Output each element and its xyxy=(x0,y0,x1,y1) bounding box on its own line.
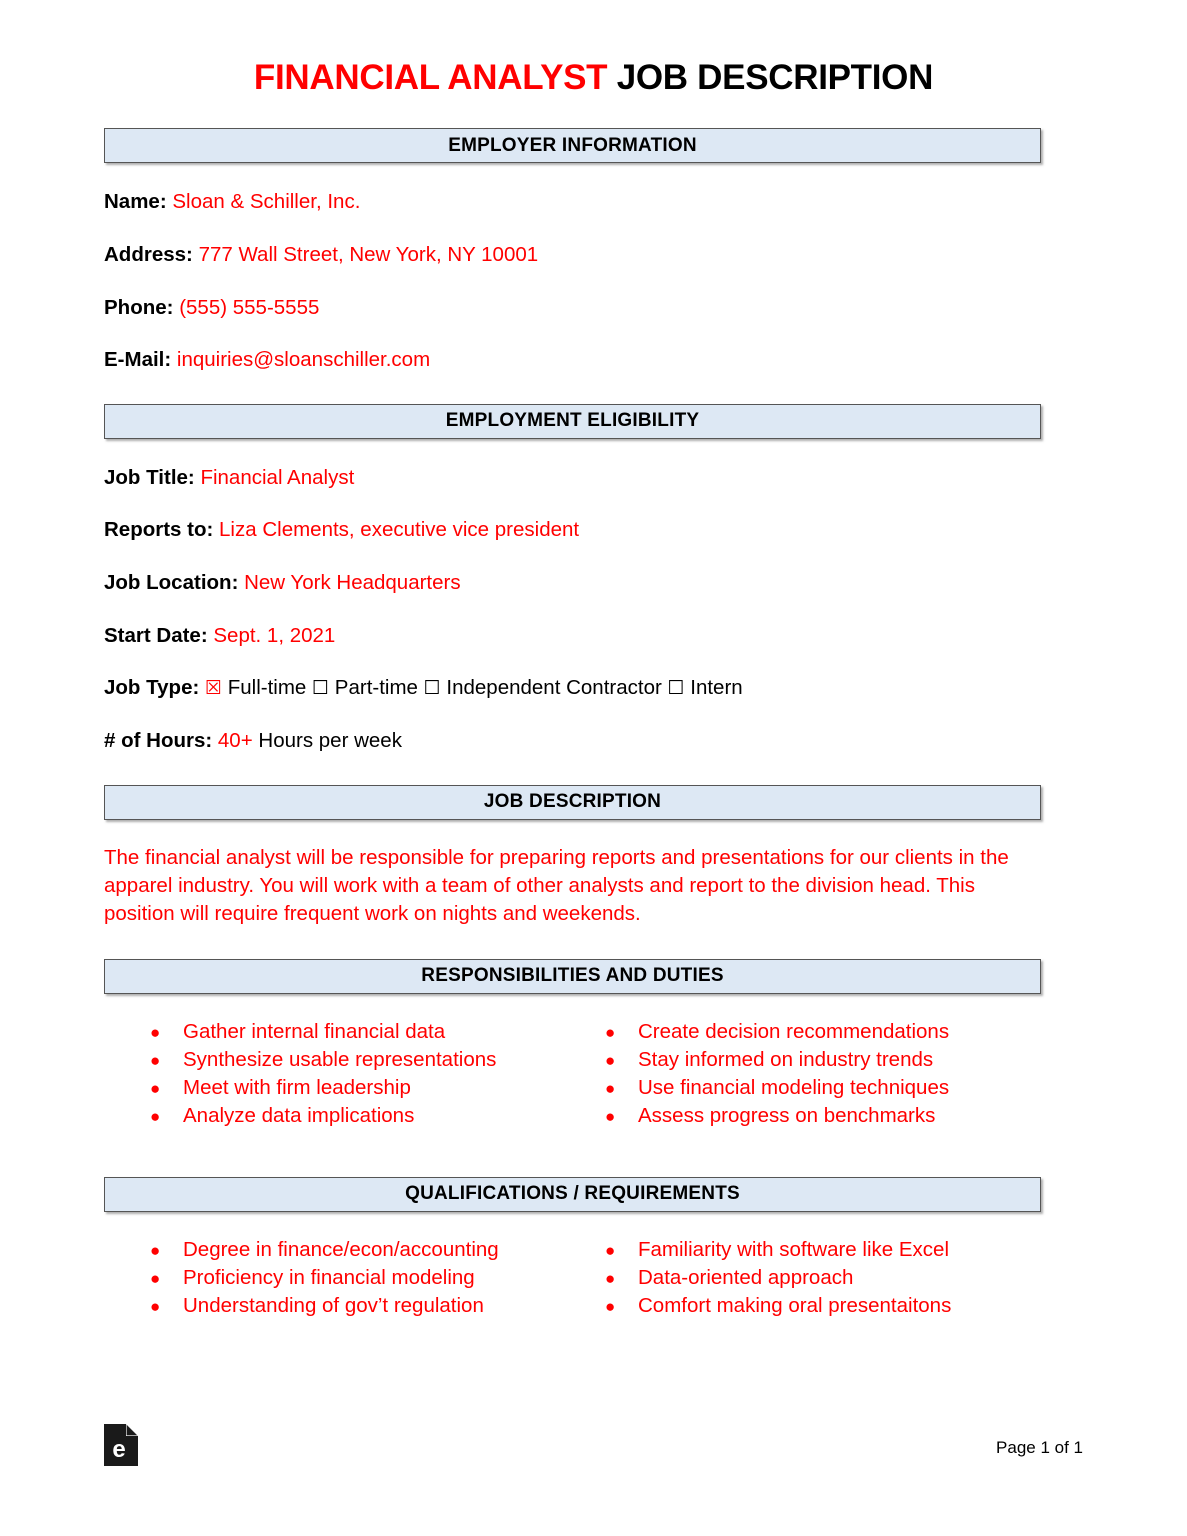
field-separator: : xyxy=(166,295,180,319)
list-item xyxy=(605,1074,1060,1102)
field-hours xyxy=(104,728,1083,755)
list-item xyxy=(150,1074,605,1102)
list-item-label: Gather internal financial data xyxy=(183,1019,446,1043)
checkbox-intern[interactable]: ☐ xyxy=(667,677,685,700)
list-item-label: Create decision recommendations xyxy=(638,1019,950,1043)
section-header-job-description xyxy=(104,785,1041,820)
list-item xyxy=(605,1264,1060,1292)
qualifications-column-left xyxy=(150,1236,605,1321)
job-description-body: The financial analyst will be responsible for preparing reports and presentations for our clients in the apparel industry. You will work with a team of other analysts and report to the division head. This position will require frequent work on nights and weekends. xyxy=(104,845,1009,926)
field-value: 777 Wall Street, New York, NY 10001 xyxy=(198,242,539,266)
field-value: Liza Clements, executive vice president xyxy=(219,518,580,542)
field-address xyxy=(104,242,1083,269)
field-job-type xyxy=(104,675,1083,702)
field-job-location xyxy=(104,570,1083,597)
list-item-label: Data-oriented approach xyxy=(638,1265,854,1289)
field-value: (555) 555-5555 xyxy=(179,295,320,319)
list-item-label: Understanding of gov’t regulation xyxy=(183,1294,484,1318)
section-header-label: EMPLOYMENT ELIGIBILITY xyxy=(445,410,700,432)
list-item xyxy=(605,1018,1060,1046)
field-job-title xyxy=(104,465,1083,492)
field-label: Address xyxy=(104,242,187,266)
checkbox-independent-contractor[interactable]: ☐ xyxy=(423,677,441,700)
field-label: Job Location xyxy=(104,571,232,595)
field-value: Financial Analyst xyxy=(200,465,355,489)
field-separator: : xyxy=(186,242,199,266)
bullet-icon: ● xyxy=(150,1297,161,1317)
page-title-role: FINANCIAL ANALYST xyxy=(253,58,608,97)
bullet-icon: ● xyxy=(150,1240,161,1260)
field-start-date xyxy=(104,623,1083,650)
list-item xyxy=(605,1292,1060,1320)
list-item-label: Comfort making oral presentaitons xyxy=(638,1294,952,1318)
list-item xyxy=(150,1018,605,1046)
field-separator: : xyxy=(164,348,177,372)
field-label: Phone xyxy=(104,295,167,319)
section-header-qualifications xyxy=(104,1177,1041,1212)
bullet-icon: ● xyxy=(150,1022,161,1042)
checkbox-label-full-time: Full-time xyxy=(227,676,307,700)
list-item-label: Familiarity with software like Excel xyxy=(638,1237,949,1261)
bullet-icon: ● xyxy=(150,1050,161,1070)
section-header-label: EMPLOYER INFORMATION xyxy=(448,134,697,156)
page-number: Page 1 of 1 xyxy=(996,1438,1083,1457)
field-separator: : xyxy=(205,729,218,753)
section-header-label: RESPONSIBILITIES AND DUTIES xyxy=(421,965,724,986)
field-separator: : xyxy=(200,623,214,647)
list-item-label: Stay informed on industry trends xyxy=(638,1047,934,1071)
list-item-label: Meet with firm leadership xyxy=(183,1076,411,1100)
field-label: Reports to xyxy=(104,518,207,542)
field-reports-to xyxy=(104,517,1083,544)
field-label: Start Date xyxy=(104,623,201,647)
list-item xyxy=(605,1102,1060,1130)
checkbox-label-independent-contractor: Independent Contractor xyxy=(446,676,662,700)
section-header-employer-information xyxy=(104,128,1041,163)
bullet-icon: ● xyxy=(605,1050,616,1070)
qualifications-columns xyxy=(104,1236,1083,1321)
bullet-icon: ● xyxy=(150,1079,161,1099)
svg-text:e: e xyxy=(112,1436,126,1463)
eforms-logo-icon xyxy=(104,1424,138,1466)
field-separator: : xyxy=(159,190,173,214)
field-value: Sloan & Schiller, Inc. xyxy=(172,190,361,214)
list-item-label: Assess progress on benchmarks xyxy=(638,1104,936,1128)
field-email xyxy=(104,347,1083,374)
bullet-icon: ● xyxy=(605,1268,616,1288)
bullet-icon: ● xyxy=(605,1107,616,1127)
checkbox-full-time[interactable]: ☒ xyxy=(205,677,223,700)
bullet-icon: ● xyxy=(605,1297,616,1317)
list-item-label: Proficiency in financial modeling xyxy=(183,1265,475,1289)
bullet-icon: ● xyxy=(605,1022,616,1042)
field-separator: : xyxy=(206,518,220,542)
list-item-label: Use financial modeling techniques xyxy=(638,1076,950,1100)
field-value: inquiries@sloanschiller.com xyxy=(176,348,431,372)
field-name xyxy=(104,189,1083,216)
page-title-suffix: JOB DESCRIPTION xyxy=(616,58,934,97)
field-suffix: Hours per week xyxy=(252,729,402,753)
responsibilities-column-left xyxy=(150,1018,605,1131)
bullet-icon: ● xyxy=(605,1079,616,1099)
section-header-employment-eligibility xyxy=(104,404,1041,439)
section-header-label: QUALIFICATIONS / REQUIREMENTS xyxy=(405,1183,740,1205)
list-item xyxy=(605,1046,1060,1074)
responsibilities-columns xyxy=(104,1018,1083,1131)
list-item xyxy=(150,1046,605,1074)
field-label: Job Type xyxy=(104,676,193,700)
checkbox-part-time[interactable]: ☐ xyxy=(312,677,330,700)
field-value: New York Headquarters xyxy=(244,571,461,595)
section-header-responsibilities xyxy=(104,959,1041,994)
bullet-icon: ● xyxy=(150,1268,161,1288)
field-label: E-Mail xyxy=(104,348,165,372)
field-label: Name xyxy=(104,190,160,214)
field-separator: : xyxy=(192,676,205,700)
list-item xyxy=(605,1236,1060,1264)
field-phone xyxy=(104,295,1083,322)
list-item-label: Synthesize usable representations xyxy=(183,1047,497,1071)
page-footer xyxy=(104,1424,1083,1484)
list-item xyxy=(150,1102,605,1130)
responsibilities-column-right xyxy=(605,1018,1060,1131)
page-title xyxy=(104,0,1083,98)
field-separator: : xyxy=(187,465,201,489)
checkbox-label-part-time: Part-time xyxy=(334,676,418,700)
field-value: 40+ xyxy=(217,729,253,753)
list-item xyxy=(150,1236,605,1264)
list-item-label: Degree in finance/econ/accounting xyxy=(183,1237,499,1261)
list-item xyxy=(150,1264,605,1292)
section-header-label: JOB DESCRIPTION xyxy=(483,791,662,813)
list-item xyxy=(150,1292,605,1320)
list-item-label: Analyze data implications xyxy=(183,1104,415,1128)
bullet-icon: ● xyxy=(605,1240,616,1260)
field-separator: : xyxy=(231,571,245,595)
field-label: # of Hours xyxy=(104,729,206,753)
field-value: Sept. 1, 2021 xyxy=(213,623,336,647)
qualifications-column-right xyxy=(605,1236,1060,1321)
bullet-icon: ● xyxy=(150,1107,161,1127)
checkbox-label-intern: Intern xyxy=(690,676,743,700)
field-label: Job Title xyxy=(104,465,188,489)
